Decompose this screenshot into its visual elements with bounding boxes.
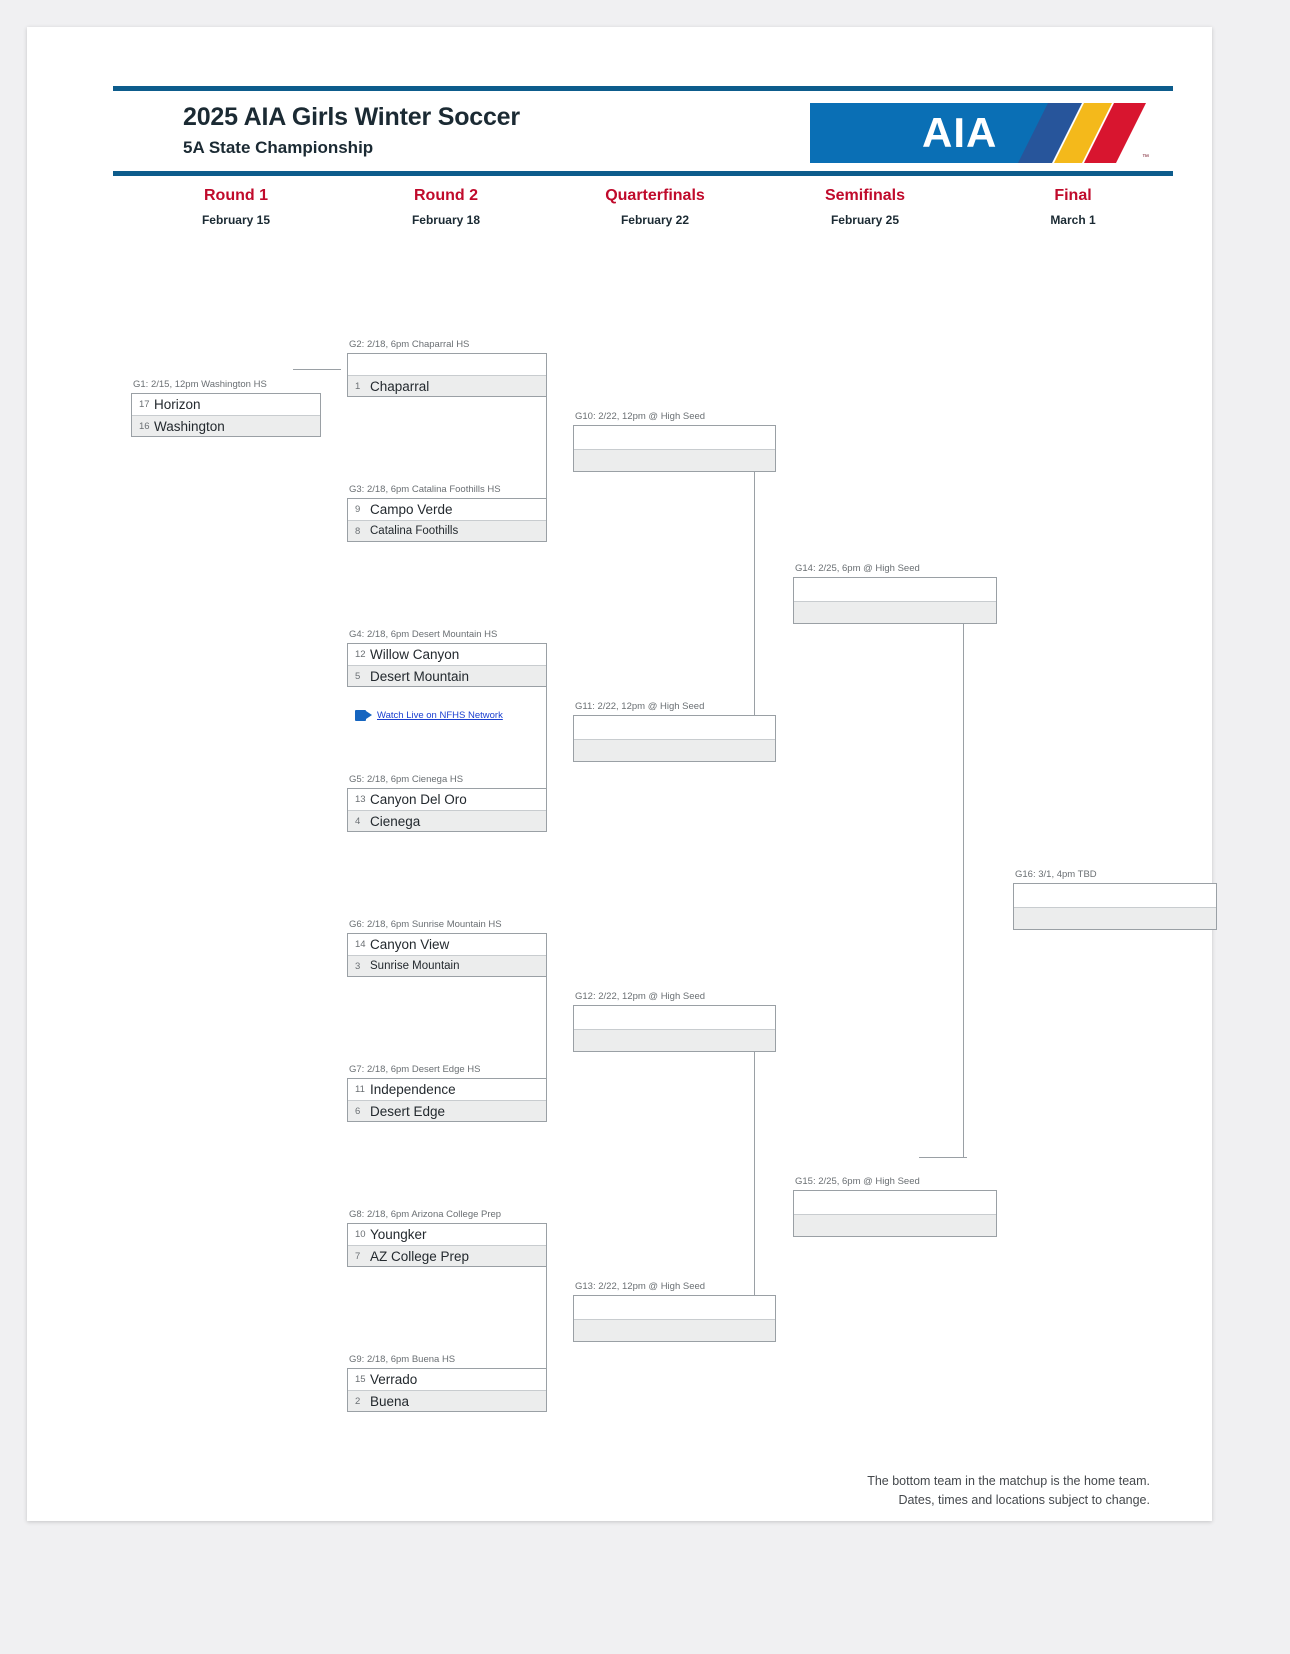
round-date: February 15 xyxy=(201,213,271,227)
game-g12[interactable] xyxy=(573,991,776,1052)
matchup-slot-bottom[interactable] xyxy=(794,601,996,624)
game-g15[interactable] xyxy=(793,1176,997,1237)
game-g9[interactable] xyxy=(347,1354,547,1412)
game-label: G16: 3/1, 4pm TBD xyxy=(1015,869,1097,880)
game-label: G4: 2/18, 6pm Desert Mountain HS xyxy=(349,629,498,640)
footnote xyxy=(867,1472,1150,1511)
game-label: G3: 2/18, 6pm Catalina Foothills HS xyxy=(349,484,501,495)
matchup-slot-bottom[interactable] xyxy=(348,1390,546,1411)
matchup-slot-bottom[interactable] xyxy=(574,449,775,472)
matchup-slot-top[interactable] xyxy=(574,716,775,739)
matchup-slot-bottom[interactable] xyxy=(348,375,546,396)
matchup-slot-bottom[interactable] xyxy=(348,810,546,831)
round-heading-4 xyxy=(760,187,970,227)
document-header xyxy=(113,86,1173,176)
game-g2[interactable] xyxy=(347,339,547,397)
team-name: Horizon xyxy=(154,397,201,412)
round-label: Round 1 xyxy=(204,187,268,204)
footnote-line-2: Dates, times and locations subject to change. xyxy=(898,1493,1150,1508)
round-label: Round 2 xyxy=(414,187,478,204)
team-name: Desert Edge xyxy=(370,1103,446,1119)
seed-number: 13 xyxy=(355,794,366,805)
team-name: Desert Mountain xyxy=(370,668,470,684)
matchup-slot-bottom[interactable] xyxy=(794,1214,996,1237)
seed-number: 12 xyxy=(355,649,366,660)
page-title: 2025 AIA Girls Winter Soccer xyxy=(183,103,520,131)
matchup-slot-top[interactable] xyxy=(574,426,775,449)
matchup-slot-top[interactable] xyxy=(794,1191,996,1214)
matchup-slot-top[interactable] xyxy=(348,1224,546,1245)
game-g16[interactable] xyxy=(1013,869,1217,930)
matchup-slot-top[interactable] xyxy=(348,789,546,810)
game-label: G7: 2/18, 6pm Desert Edge HS xyxy=(349,1064,481,1075)
team-name: Sunrise Mountain xyxy=(370,960,460,972)
seed-number: 14 xyxy=(355,939,366,950)
svg-text:™: ™ xyxy=(1142,154,1149,161)
matchup-slot-bottom[interactable] xyxy=(1014,907,1216,930)
seed-number: 5 xyxy=(355,670,361,682)
game-g8[interactable] xyxy=(347,1209,547,1267)
game-label: G1: 2/15, 12pm Washington HS xyxy=(133,379,267,390)
seed-number: 1 xyxy=(355,380,361,392)
matchup-slot-top[interactable] xyxy=(348,354,546,375)
round-label: Final xyxy=(1054,187,1092,204)
team-name: Washington xyxy=(154,418,225,434)
game-label: G8: 2/18, 6pm Arizona College Prep xyxy=(349,1209,502,1220)
seed-number: 8 xyxy=(355,525,361,537)
matchup-slot-top[interactable] xyxy=(348,1369,546,1390)
team-name: Campo Verde xyxy=(370,502,453,517)
round-date: February 22 xyxy=(620,213,690,227)
game-label: G5: 2/18, 6pm Cienega HS xyxy=(349,774,464,785)
matchup-slot-bottom[interactable] xyxy=(348,1245,546,1266)
game-label: G13: 2/22, 12pm @ High Seed xyxy=(575,1281,706,1292)
matchup-slot-top[interactable] xyxy=(348,644,546,665)
team-name: Independence xyxy=(370,1082,456,1097)
round-heading-5 xyxy=(968,187,1178,227)
game-label: G15: 2/25, 6pm @ High Seed xyxy=(795,1176,920,1187)
matchup-slot-bottom[interactable] xyxy=(348,955,546,976)
seed-number: 17 xyxy=(139,399,150,410)
round-label: Semifinals xyxy=(824,187,906,204)
team-name: Catalina Foothills xyxy=(370,525,459,537)
matchup-slot-top[interactable] xyxy=(794,578,996,601)
team-name: Willow Canyon xyxy=(370,647,460,662)
round-date: February 25 xyxy=(830,213,900,227)
matchup-slot-bottom[interactable] xyxy=(348,1100,546,1121)
seed-number: 6 xyxy=(355,1105,361,1117)
matchup-slot-bottom[interactable] xyxy=(132,415,320,436)
round-date: March 1 xyxy=(1050,213,1096,227)
matchup-slot-bottom[interactable] xyxy=(574,739,775,762)
connector xyxy=(293,369,341,370)
game-label: G12: 2/22, 12pm @ High Seed xyxy=(575,991,706,1002)
matchup-slot-bottom[interactable] xyxy=(348,520,546,541)
game-label: G11: 2/22, 12pm @ High Seed xyxy=(575,701,705,712)
matchup-slot-top[interactable] xyxy=(574,1006,775,1029)
seed-number: 4 xyxy=(355,815,361,827)
matchup-slot-top[interactable] xyxy=(348,934,546,955)
seed-number: 2 xyxy=(355,1395,361,1407)
matchup-slot-bottom[interactable] xyxy=(348,665,546,686)
seed-number: 16 xyxy=(139,420,150,432)
seed-number: 9 xyxy=(355,504,361,515)
connector xyxy=(754,1012,755,1303)
seed-number: 11 xyxy=(355,1084,365,1095)
document-sheet xyxy=(27,27,1212,1521)
game-g1[interactable] xyxy=(131,379,321,437)
game-g13[interactable] xyxy=(573,1281,776,1342)
watch-live-label[interactable]: Watch Live on NFHS Network xyxy=(377,710,503,721)
team-name: Chaparral xyxy=(370,378,430,394)
round-heading-1 xyxy=(131,187,341,227)
game-label: G9: 2/18, 6pm Buena HS xyxy=(349,1354,456,1365)
matchup-slot-top[interactable] xyxy=(132,394,320,415)
game-g11[interactable] xyxy=(573,701,776,762)
round-date: February 18 xyxy=(411,213,481,227)
page-subtitle: 5A State Championship xyxy=(183,138,374,157)
seed-number: 10 xyxy=(355,1229,366,1240)
game-g4[interactable] xyxy=(347,629,547,687)
team-name: Canyon Del Oro xyxy=(370,792,467,807)
aia-logo xyxy=(810,103,1155,163)
watch-live-link[interactable] xyxy=(355,710,503,721)
video-camera-icon xyxy=(355,710,372,721)
connector xyxy=(919,1157,967,1158)
game-label: G6: 2/18, 6pm Sunrise Mountain HS xyxy=(349,919,502,930)
matchup-slot-bottom[interactable] xyxy=(574,1029,775,1052)
round-label: Quarterfinals xyxy=(605,187,705,204)
team-name: Youngker xyxy=(370,1227,427,1242)
game-g3[interactable] xyxy=(347,484,547,542)
game-g6[interactable] xyxy=(347,919,547,977)
team-name: AZ College Prep xyxy=(370,1248,470,1264)
team-name: Cienega xyxy=(370,813,421,829)
game-g10[interactable] xyxy=(573,411,776,472)
matchup-slot-top[interactable] xyxy=(348,499,546,520)
connector xyxy=(963,577,964,1158)
matchup-slot-top[interactable] xyxy=(348,1079,546,1100)
connector xyxy=(754,432,755,723)
game-g7[interactable] xyxy=(347,1064,547,1122)
matchup-slot-bottom[interactable] xyxy=(574,1319,775,1342)
game-g14[interactable] xyxy=(793,563,997,624)
round-heading-3 xyxy=(550,187,760,227)
matchup-slot-top[interactable] xyxy=(574,1296,775,1319)
team-name: Verrado xyxy=(370,1372,418,1387)
seed-number: 15 xyxy=(355,1374,366,1385)
game-label: G2: 2/18, 6pm Chaparral HS xyxy=(349,339,470,350)
game-g5[interactable] xyxy=(347,774,547,832)
team-name: Buena xyxy=(370,1393,410,1409)
game-label: G14: 2/25, 6pm @ High Seed xyxy=(795,563,920,574)
game-label: G10: 2/22, 12pm @ High Seed xyxy=(575,411,706,422)
seed-number: 7 xyxy=(355,1250,361,1262)
matchup-slot-top[interactable] xyxy=(1014,884,1216,907)
footnote-line-1: The bottom team in the matchup is the home team. xyxy=(867,1474,1150,1488)
svg-text:AIA: AIA xyxy=(922,109,998,156)
team-name: Canyon View xyxy=(370,937,450,952)
seed-number: 3 xyxy=(355,960,361,972)
round-heading-2 xyxy=(341,187,551,227)
